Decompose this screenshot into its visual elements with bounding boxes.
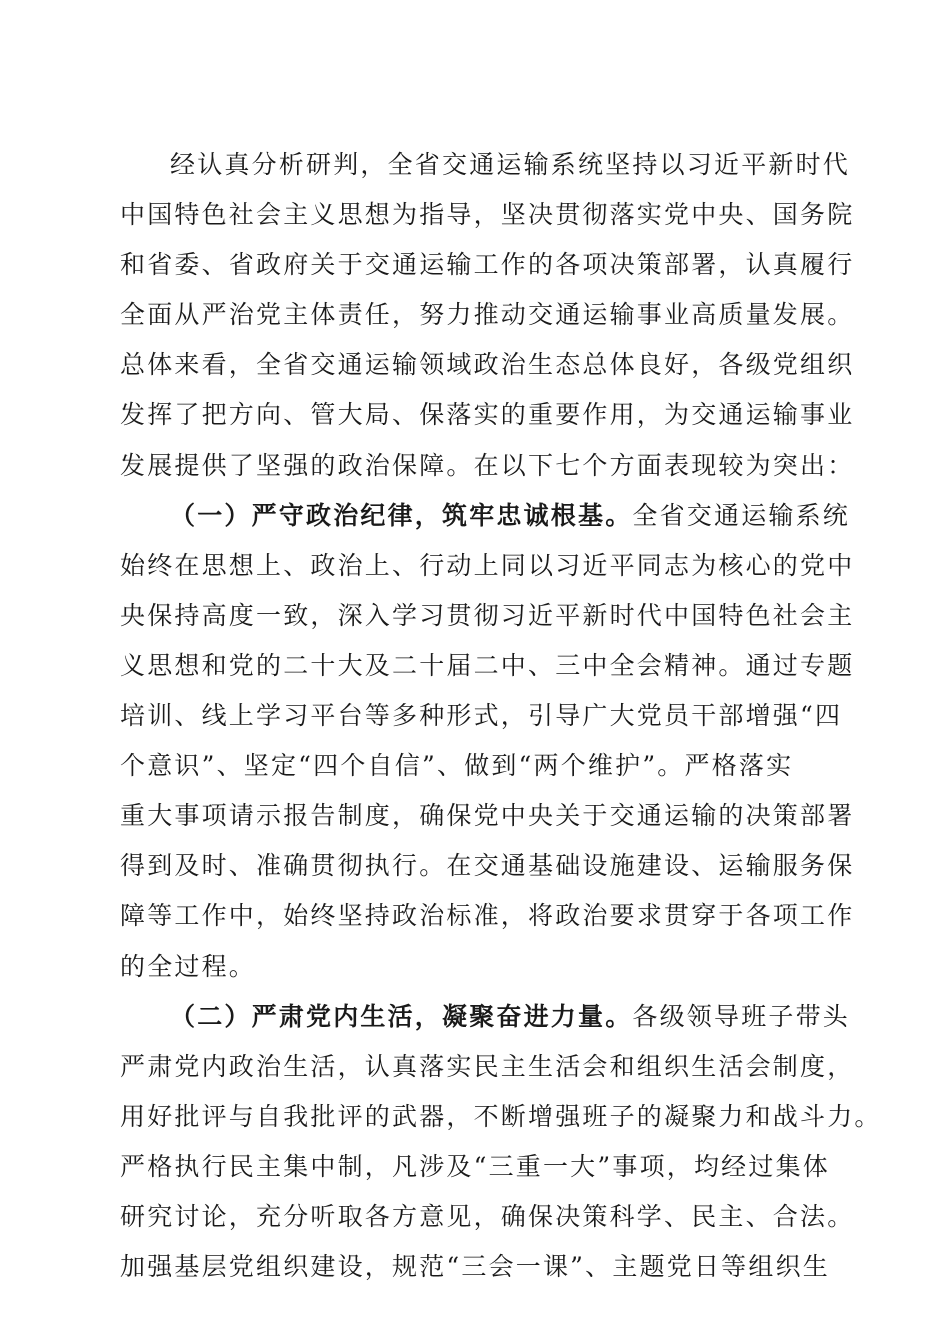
section-heading: （一）严守政治纪律，筑牢忠诚根基。 [170,500,633,530]
paragraph-political-discipline [120,491,855,992]
text-line: 经认真分析研判，全省交通运输系统坚持以习近平新时代 [170,150,851,179]
text-line: 得到及时、准确贯彻执行。在交通基础设施建设、运输服务保 [120,851,855,881]
text-line: 障等工作中，始终坚持政治标准，将政治要求贯穿于各项工作 [120,901,855,931]
text-line: 培训、线上学习平台等多种形式，引导广大党员干部增强“四 [120,701,843,731]
text-run: 全省交通运输系统 [632,500,851,530]
text-line: 总体来看，全省交通运输领域政治生态总体良好，各级党组织 [120,350,855,380]
text-line: 发展提供了坚强的政治保障。在以下七个方面表现较为突出： [120,450,855,480]
text-line: 加强基层党组织建设，规范“三会一课”、主题党日等组织生 [120,1252,830,1282]
text-line [120,491,851,541]
document-page [120,140,882,1292]
text-line [120,992,851,1042]
text-line: 全面从严治党主体责任，努力推动交通运输事业高质量发展。 [120,300,855,330]
text-line: 义思想和党的二十大及二十届二中、三中全会精神。通过专题 [120,650,855,680]
text-line: 研究讨论，充分听取各方意见，确保决策科学、民主、合法。 [120,1201,855,1231]
text-line: 的全过程。 [120,951,257,981]
section-heading: （二）严肃党内生活，凝聚奋进力量。 [170,1001,633,1031]
text-line: 严肃党内政治生活，认真落实民主生活会和组织生活会制度， [120,1051,855,1081]
text-line: 用好批评与自我批评的武器，不断增强班子的凝聚力和战斗力。 [120,1101,882,1131]
text-line: 央保持高度一致，深入学习贯彻习近平新时代中国特色社会主 [120,600,855,630]
text-line: 和省委、省政府关于交通运输工作的各项决策部署，认真履行 [120,250,855,280]
text-line: 重大事项请示报告制度，确保党中央关于交通运输的决策部署 [120,801,855,831]
text-line: 个意识”、坚定“四个自信”、做到“两个维护”。严格落实 [120,751,794,781]
text-run: 各级领导班子带头 [632,1001,851,1031]
text-line: 严格执行民主集中制，凡涉及“三重一大”事项，均经过集体 [120,1151,830,1181]
text-line: 发挥了把方向、管大局、保落实的重要作用，为交通运输事业 [120,400,855,430]
paragraph-intro [120,140,855,491]
paragraph-party-life [120,992,882,1293]
text-line: 始终在思想上、政治上、行动上同以习近平同志为核心的党中 [120,550,855,580]
text-line: 中国特色社会主义思想为指导，坚决贯彻落实党中央、国务院 [120,200,855,230]
